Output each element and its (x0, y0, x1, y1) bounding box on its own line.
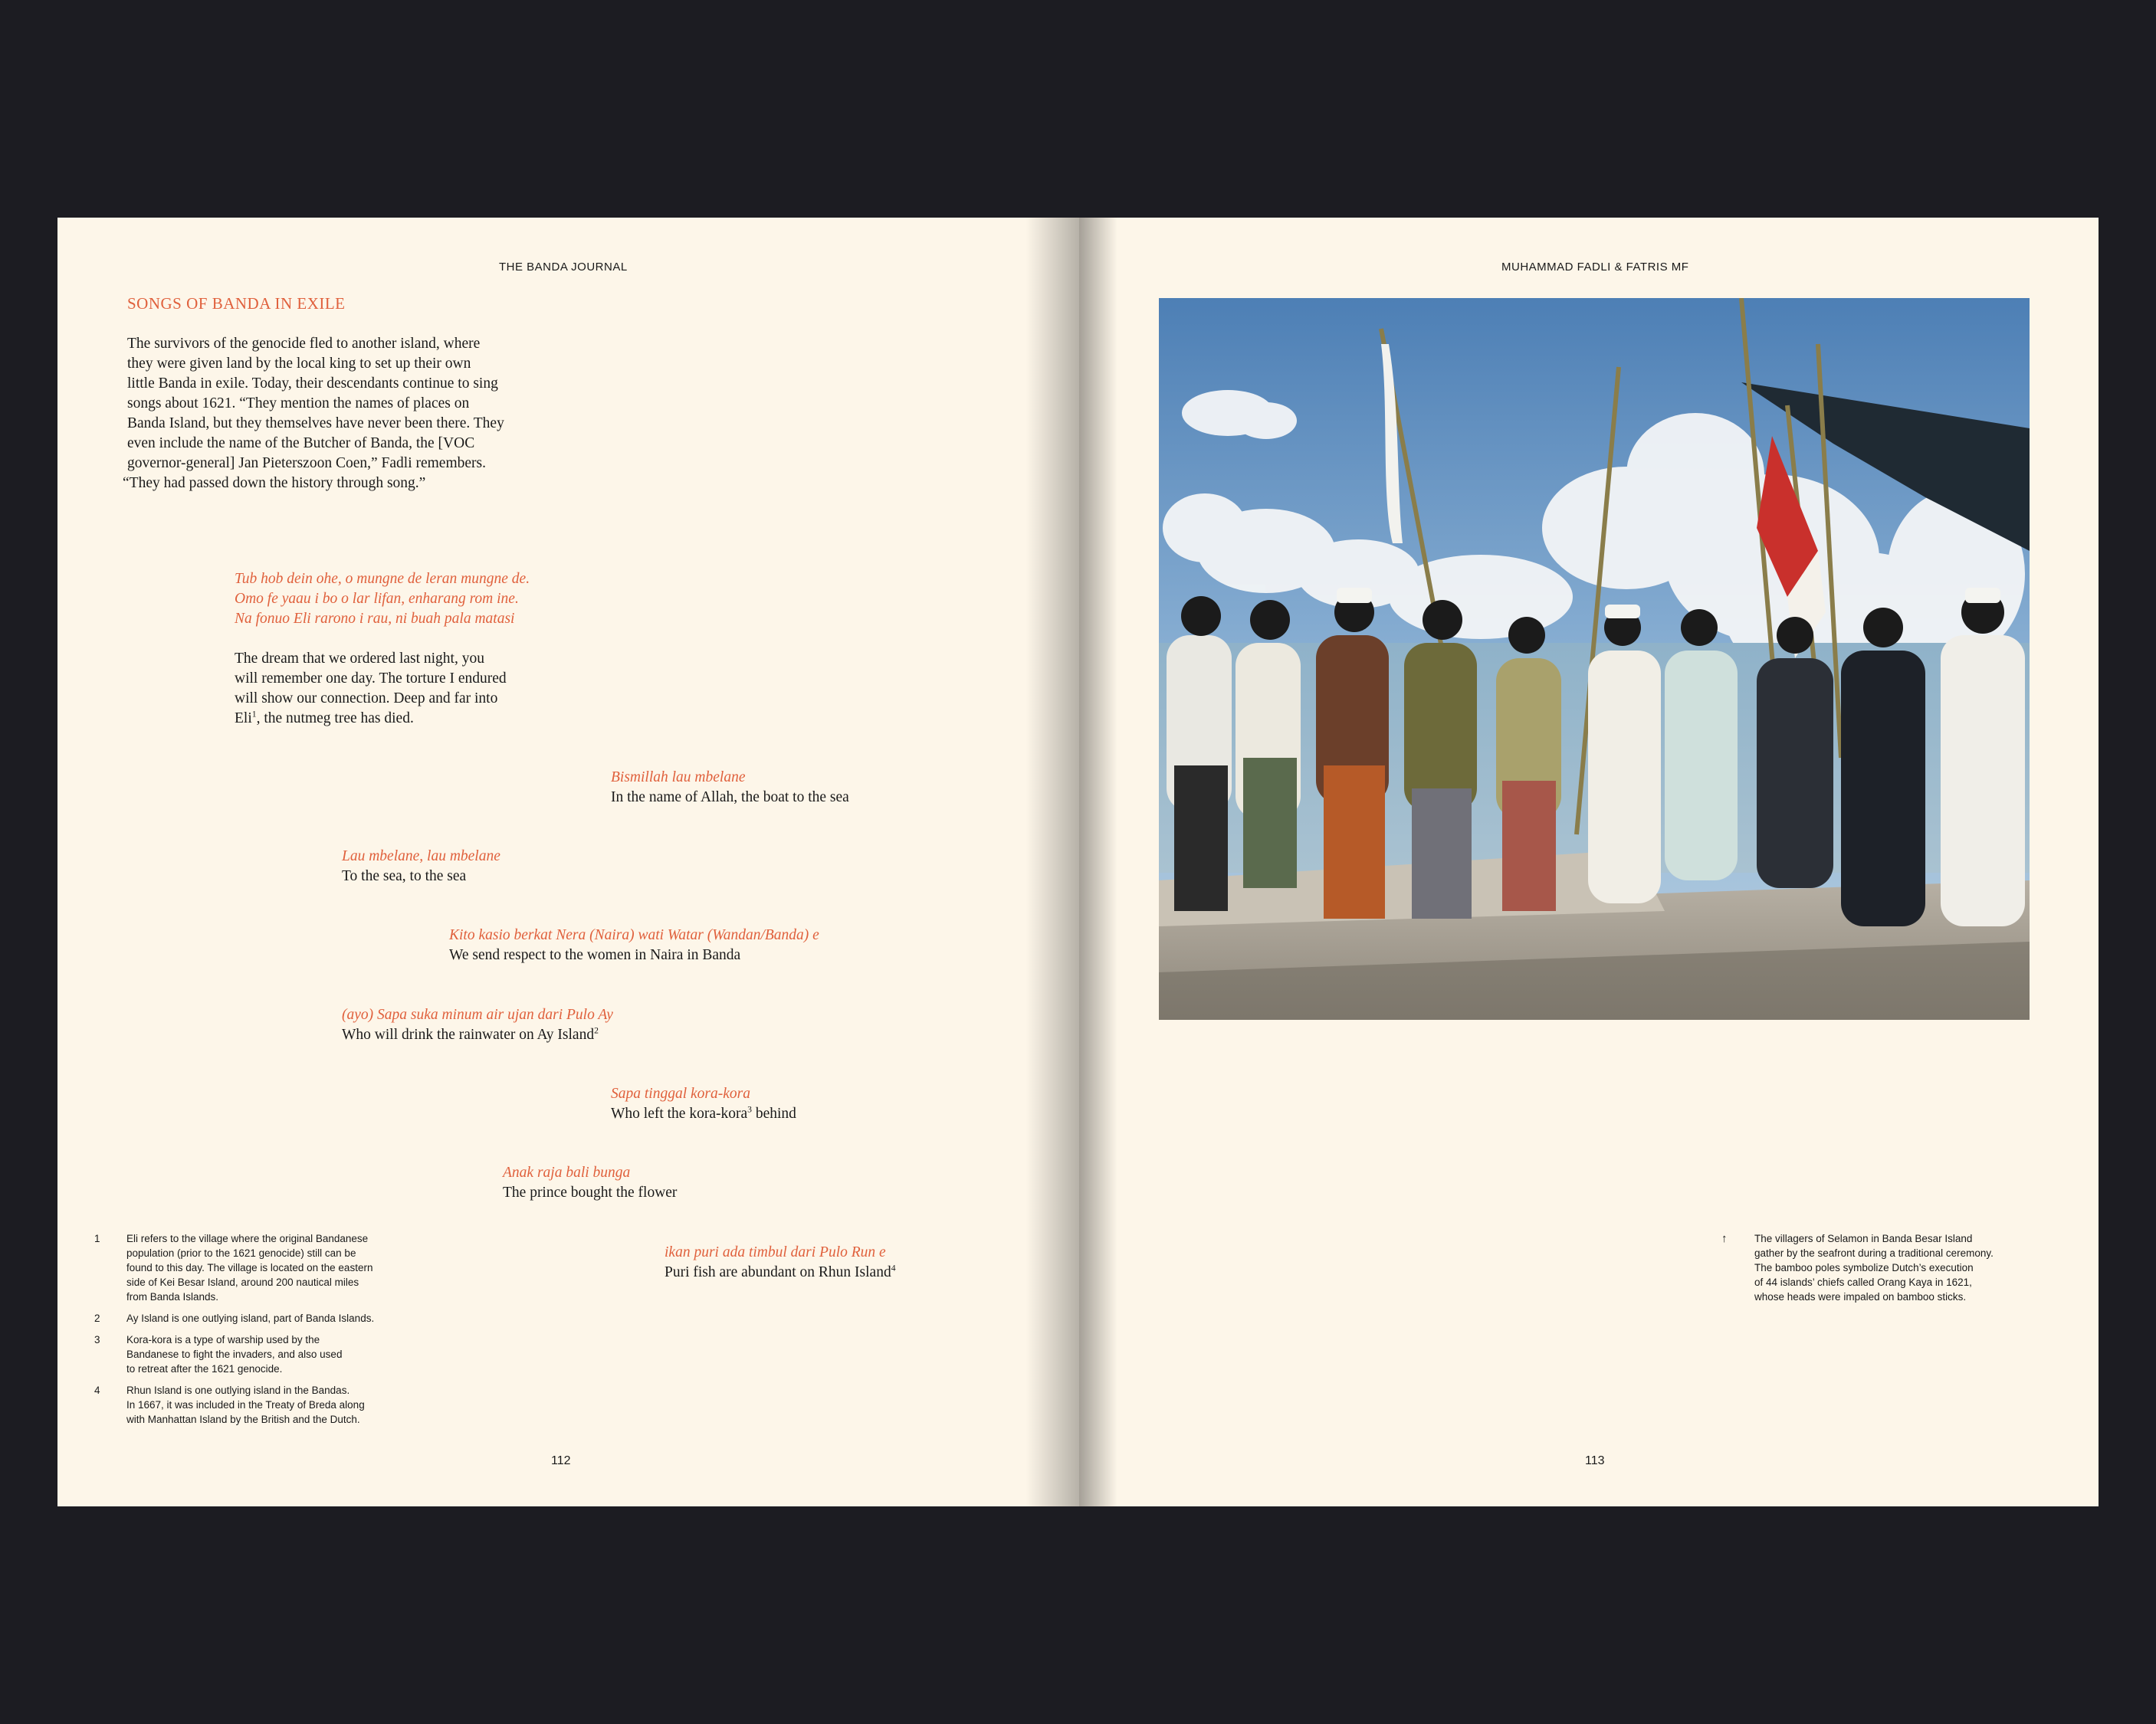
stanza-1 (235, 569, 664, 729)
stanza-7 (503, 1163, 901, 1203)
intro-line: Banda Island, but they themselves have never been there. They (127, 415, 504, 431)
footnote-text: Rhun Island is one outlying island in the Bandas. In 1667, it was included in the Treaty of Breda along with Manhattan Island by the British and the Dutch. (126, 1385, 365, 1425)
verse-translation: To the sea, to the sea (342, 868, 467, 884)
footnote (94, 1332, 447, 1376)
verse-translation: We send respect to the women in Naira in Banda (449, 947, 741, 963)
section-title: SONGS OF BANDA IN EXILE (127, 294, 346, 313)
verse-original: Sapa tinggal kora-kora (611, 1086, 750, 1102)
footnote-text: Kora-kora is a type of warship used by the Bandanese to fight the invaders, and also used to retreat after the 1621 genocide. (126, 1334, 343, 1375)
intro-line: governor-general] Jan Pieterszoon Coen,” Fadli remembers. (127, 455, 486, 471)
stanza-5 (342, 1005, 771, 1045)
arrow-up-icon: ↑ (1721, 1232, 1728, 1245)
intro-line: even include the name of the Butcher of Banda, the [VOC (127, 435, 475, 451)
gutter-shadow (1025, 218, 1079, 1506)
running-head-left: THE BANDA JOURNAL (499, 261, 628, 274)
verse-original: Tub hob dein ohe, o mungne de leran mungne de. Omo fe yaau i bo o lar lifan, enharang rom ine. Na fonuo Eli rarono i rau, ni buah pala matasi (235, 571, 530, 627)
stanza-2 (611, 768, 1009, 808)
footnote (94, 1383, 447, 1427)
left-page (57, 218, 1079, 1506)
stanza-6 (611, 1084, 1009, 1124)
verse-original: ikan puri ada timbul dari Pulo Run e (665, 1244, 886, 1260)
footnote-ref[interactable]: 4 (891, 1263, 896, 1273)
caption-text: The villagers of Selamon in Banda Besar Island gather by the seafront during a traditional ceremony. The bamboo poles symbolize Dutch’s execution of 44 islands’ chiefs called Orang Kaya in 1621, whose heads were impaled on bamboo sticks. (1754, 1233, 1994, 1303)
stanza-8 (665, 1243, 1032, 1283)
page-number-left: 112 (551, 1454, 571, 1467)
verse-original: Lau mbelane, lau mbelane (342, 848, 500, 864)
footnote-text: Ay Island is one outlying island, part of Banda Islands. (126, 1313, 375, 1324)
footnote (94, 1231, 447, 1304)
verse-original: Bismillah lau mbelane (611, 769, 746, 785)
photograph-villagers-seafront (1159, 298, 2030, 1020)
footnote-number: 4 (94, 1385, 100, 1396)
verse-original: (ayo) Sapa suka minum air ujan dari Pulo Ay (342, 1007, 613, 1023)
footnote-number: 3 (94, 1334, 100, 1345)
footnote-ref[interactable]: 1 (251, 709, 257, 719)
intro-paragraph (123, 334, 556, 493)
footnotes (94, 1231, 447, 1434)
running-head-right: MUHAMMAD FADLI & FATRIS MF (1501, 261, 1689, 274)
intro-line: songs about 1621. “They mention the names of places on (127, 395, 470, 411)
gutter-shadow (1079, 218, 1117, 1506)
page-number-right: 113 (1585, 1454, 1605, 1467)
photo-illustration (1159, 298, 2030, 1020)
verse-translation: In the name of Allah, the boat to the sea (611, 789, 849, 805)
stanza-3 (342, 847, 740, 887)
verse-translation: Who will drink the rainwater on Ay Island$^2$ (342, 1025, 599, 1043)
verse-translation: Puri fish are abundant on Rhun Island$^4$ (665, 1263, 896, 1280)
verse-translation: The prince bought the flower (503, 1185, 678, 1201)
intro-line: they were given land by the local king to set up their own (127, 356, 471, 372)
intro-line: “They had passed down the history through song.” (123, 475, 426, 491)
verse-original: Kito kasio berkat Nera (Naira) wati Watar (Wandan/Banda) e (449, 927, 819, 943)
verse-original: Anak raja bali bunga (503, 1165, 631, 1181)
intro-line: little Banda in exile. Today, their descendants continue to sing (127, 375, 498, 392)
footnote-ref[interactable]: 2 (594, 1025, 599, 1036)
verse-translation: The dream that we ordered last night, you will remember one day. The torture I endured will show our connection. Deep and far into Eli$^1$, the nutmeg tree has died. (235, 651, 507, 726)
stanza-4 (449, 926, 924, 965)
footnote-ref[interactable]: 3 (747, 1104, 752, 1115)
verse-translation: Who left the kora-kora$^3$ behind (611, 1104, 796, 1122)
footnote-text: Eli refers to the village where the original Bandanese population (prior to the 1621 genocide) still can be found to this day. The village is located on the eastern side of Kei Besar Island, around 200 nautical miles from Banda Islands. (126, 1233, 373, 1303)
intro-line: The survivors of the genocide fled to another island, where (127, 336, 481, 352)
footnote-number: 2 (94, 1313, 100, 1324)
footnote (94, 1311, 447, 1326)
right-page (1079, 218, 2099, 1506)
photo-caption (1721, 1231, 2028, 1304)
footnote-number: 1 (94, 1233, 100, 1244)
